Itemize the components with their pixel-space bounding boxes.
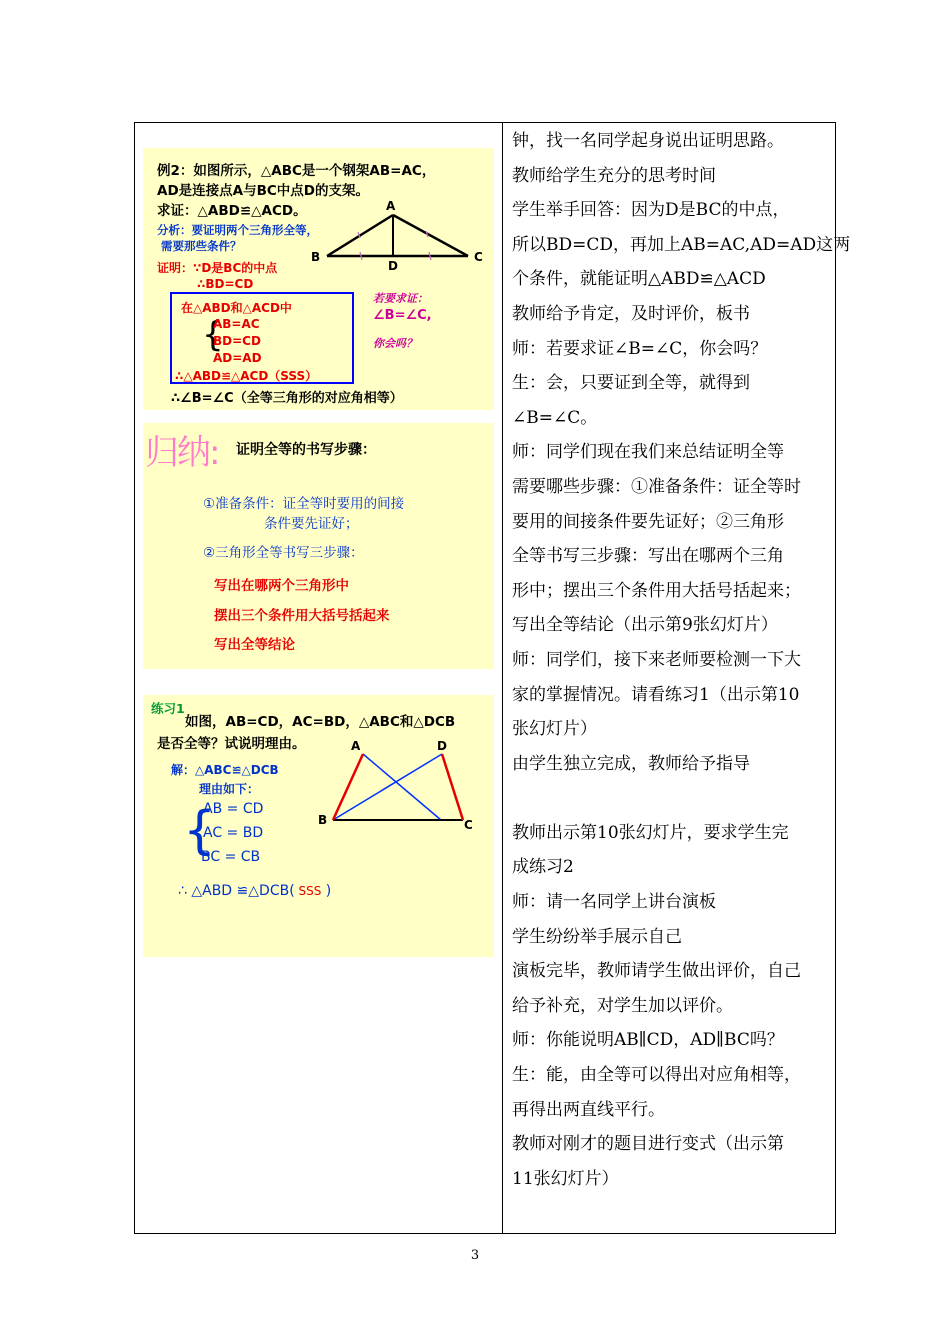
analysis-line2: 需要那些条件？ [161, 239, 242, 253]
exercise-cond2: AC = BD [203, 825, 264, 841]
text-line: 生：能，由全等可以得出对应角相等， [512, 1065, 801, 1086]
vertex-label-a: A [386, 199, 396, 213]
box-intro: 在△ABD和△ACD中 [181, 301, 292, 315]
exercise-conclusion [178, 883, 331, 899]
extra-question-line3: 你会吗？ [373, 337, 417, 350]
example-title-line2: AD是连接点A与BC中点D的支架。 [157, 183, 370, 199]
text-line: 学生举手回答：因为D是BC的中点， [512, 200, 790, 221]
text-line: 演板完毕，教师请学生做出评价，自己 [512, 961, 801, 982]
substep2: 摆出三个条件用大括号括起来 [214, 608, 390, 624]
extra-question-line2: ∠B=∠C, [373, 308, 432, 323]
quadrilateral-figure [313, 737, 488, 832]
text-line: 钟，找一名同学起身说出证明思路。 [512, 131, 784, 151]
text-line: 师：若要求证∠B=∠C，你会吗？ [512, 338, 768, 359]
substep3: 写出全等结论 [214, 637, 295, 653]
slide-exercise-1 [143, 695, 494, 957]
text-line: 个条件，就能证明△ABD≌△ACD [512, 269, 766, 290]
teaching-process-text [512, 124, 851, 1196]
text-line: 要用的间接条件要先证好；②三角形 [512, 511, 784, 532]
text-line: 所以BD=CD，再加上AB=AC,AD=AD这两 [512, 234, 851, 255]
vertex-label-b: B [311, 250, 321, 264]
text-line: 由学生独立完成，教师给予指导 [512, 753, 750, 774]
brace-symbol: { [202, 315, 224, 355]
slide-example-2 [143, 148, 494, 410]
box-cond1: AB=AC [213, 317, 260, 331]
vertex-label-d: D [388, 259, 398, 270]
extra-question-line1: 若要求证： [373, 292, 428, 305]
text-line: 家的掌握情况。请看练习1（出示第10 [512, 684, 800, 705]
summary-art-heading: 归纳: [145, 433, 219, 473]
quad-label-c: C [464, 818, 473, 832]
text-line: 给予补充，对学生加以评价。 [512, 995, 733, 1016]
text-line [512, 781, 830, 816]
step1-line2: 条件要先证好； [264, 516, 359, 532]
exercise-brace: { [183, 801, 217, 861]
text-line: 师：同学们现在我们来总结证明全等 [512, 442, 784, 463]
vertex-label-c: C [474, 250, 483, 264]
text-line: 11张幻灯片） [512, 1168, 619, 1189]
column-divider [502, 122, 503, 1234]
text-line: 学生纷纷举手展示自己 [512, 926, 682, 947]
conclusion-close: ) [321, 883, 332, 899]
text-line: 再得出两直线平行。 [512, 1099, 665, 1120]
slide-summary [143, 423, 494, 669]
text-line: 需要哪些步骤：①准备条件：证全等时 [512, 476, 801, 497]
final-conclusion: ∴∠B=∠C（全等三角形的对应角相等） [171, 391, 403, 406]
text-line: 写出全等结论（出示第9张幻灯片） [512, 615, 778, 636]
page-number: 3 [470, 1248, 480, 1263]
text-line: 师：你能说明AB∥CD，AD∥BC吗？ [512, 1030, 784, 1051]
exercise-cond1: AB = CD [203, 801, 264, 817]
box-cond3: AD=AD [213, 351, 262, 365]
conclusion-sss: SSS [294, 884, 322, 898]
step1-line1: ①准备条件：证全等时要用的间接 [203, 496, 405, 512]
question-line2: 是否全等？试说明理由。 [157, 736, 306, 752]
answer-line2: 理由如下： [199, 782, 260, 796]
exercise-cond3: BC = CB [201, 849, 261, 865]
conclusion-main: ∴ △ABD ≌△DCB( [178, 883, 295, 899]
quad-label-b: B [318, 813, 328, 827]
quad-label-a: A [351, 739, 361, 753]
box-cond2: BD=CD [213, 334, 261, 348]
analysis-line1: 分析：要证明两个三角形全等， [157, 223, 318, 237]
text-line: 张幻灯片） [512, 719, 597, 740]
answer-line1: 解：△ABC≌△DCB [171, 763, 279, 777]
box-conclusion: ∴△ABD≌△ACD（SSS） [175, 369, 318, 383]
text-line: 教师对刚才的题目进行变式（出示第 [512, 1134, 784, 1155]
substep1: 写出在哪两个三角形中 [214, 578, 349, 594]
text-line: ∠B=∠C。 [512, 407, 598, 428]
text-line: 生：会，只要证到全等，就得到 [512, 373, 750, 394]
text-line: 师：请一名同学上讲台演板 [512, 892, 716, 913]
step2: ②三角形全等书写三步骤： [203, 545, 364, 561]
text-line: 教师给予肯定，及时评价，板书 [512, 303, 750, 324]
text-line: 教师出示第10张幻灯片，要求学生完 [512, 822, 789, 843]
question-line1: 如图，AB=CD，AC=BD，△ABC和△DCB [185, 714, 456, 730]
example-title-line1: 例2：如图所示，△ABC是一个钢架AB=AC， [157, 163, 436, 179]
summary-heading: 证明全等的书写步骤： [236, 442, 376, 458]
example-prove: 求证：△ABD≌△ACD。 [157, 203, 307, 219]
quad-label-d: D [437, 739, 447, 753]
text-line: 全等书写三步骤：写出在哪两个三角 [512, 546, 784, 567]
text-line: 师：同学们，接下来老师要检测一下大 [512, 649, 801, 670]
proof-line1: 证明：∵D是BC的中点 [157, 261, 278, 275]
text-line: 成练习2 [512, 857, 574, 878]
text-line: 教师给学生充分的思考时间 [512, 165, 716, 186]
triangle-abc-figure [308, 198, 488, 270]
proof-line2: ∴BD=CD [197, 277, 254, 291]
text-line: 形中；摆出三个条件用大括号括起来； [512, 580, 801, 601]
exercise-tag: 练习1 [151, 701, 185, 716]
